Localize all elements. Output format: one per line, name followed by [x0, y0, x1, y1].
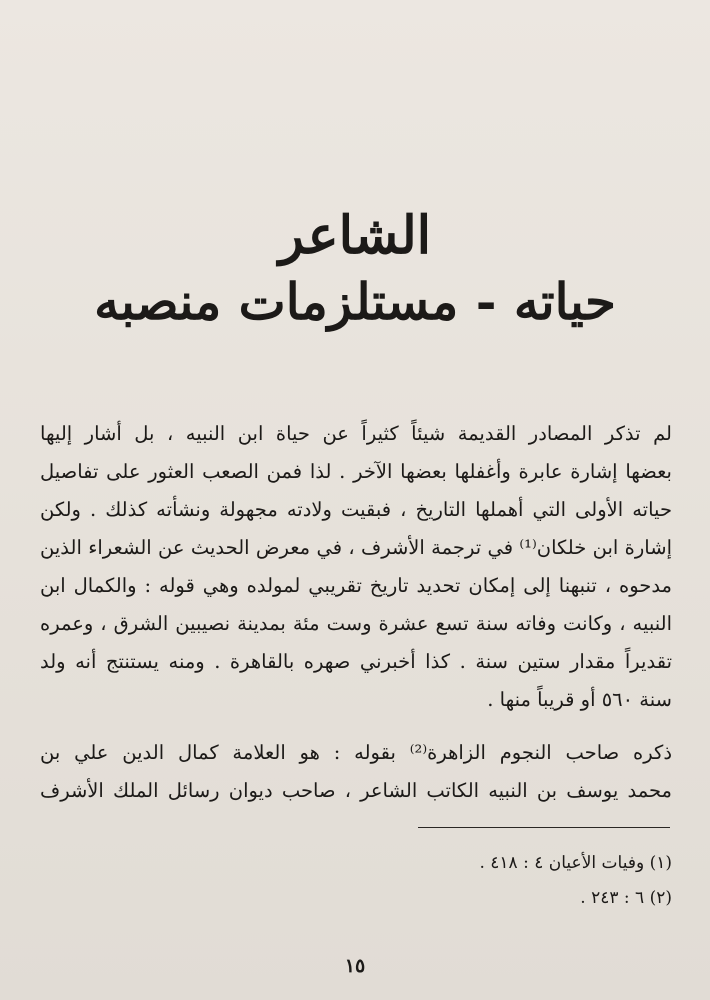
- footnote-2: (٢) ٦ : ٢٤٣ .: [580, 888, 672, 908]
- paragraph-1-line: لم تذكر المصادر القديمة شيئاً كثيراً عن حياة ابن النبيه ، بل أشار إليها: [40, 422, 672, 445]
- paragraph-1-line: مدحوه ، تنبهنا إلى إمكان تحديد تاريخ تقريبي لمولده وهي قوله : والكمال ابن: [40, 574, 672, 597]
- footnote-1: (١) وفيات الأعيان ٤ : ٤١٨ .: [479, 853, 672, 873]
- footnotes: [40, 846, 672, 916]
- chapter-subheading: حياته - مستلزمات منصبه: [94, 272, 616, 331]
- paragraph-gap: [40, 719, 672, 734]
- paragraph-1-line: النبيه ، وكانت وفاته سنة تسع عشرة وست مئة بمدينة نصيبين الشرق ، وعمره: [40, 612, 672, 635]
- paragraph-2-line: محمد يوسف بن النبيه الكاتب الشاعر ، صاحب ديوان رسائل الملك الأشرف: [40, 779, 672, 802]
- paragraph-1-line: سنة ٥٦٠ أو قريباً منها .: [487, 688, 672, 711]
- body-text: [40, 415, 672, 810]
- page-number: ١٥: [344, 955, 366, 977]
- paragraph-1-line: إشارة ابن خلكان⁽¹⁾ في ترجمة الأشرف ، في معرض الحديث عن الشعراء الذين: [40, 536, 672, 559]
- paragraph-2-line: ذكره صاحب النجوم الزاهرة⁽²⁾ بقوله : هو العلامة كمال الدين علي بن: [40, 741, 672, 764]
- chapter-heading: الشاعر: [278, 205, 432, 266]
- paragraph-1-line: حياته الأولى التي أهملها التاريخ ، فبقيت ولادته مجهولة ونشأته كذلك . ولكن: [40, 498, 672, 521]
- paragraph-1-line: تقديراً مقدار ستين سنة . كذا أخبرني صهره بالقاهرة . ومنه يستنتج أنه ولد: [40, 650, 672, 673]
- paragraph-1-line: بعضها إشارة عابرة وأغفلها بعضها الآخر . لذا فمن الصعب العثور على تفاصيل: [40, 460, 672, 483]
- footnote-divider: [418, 827, 670, 828]
